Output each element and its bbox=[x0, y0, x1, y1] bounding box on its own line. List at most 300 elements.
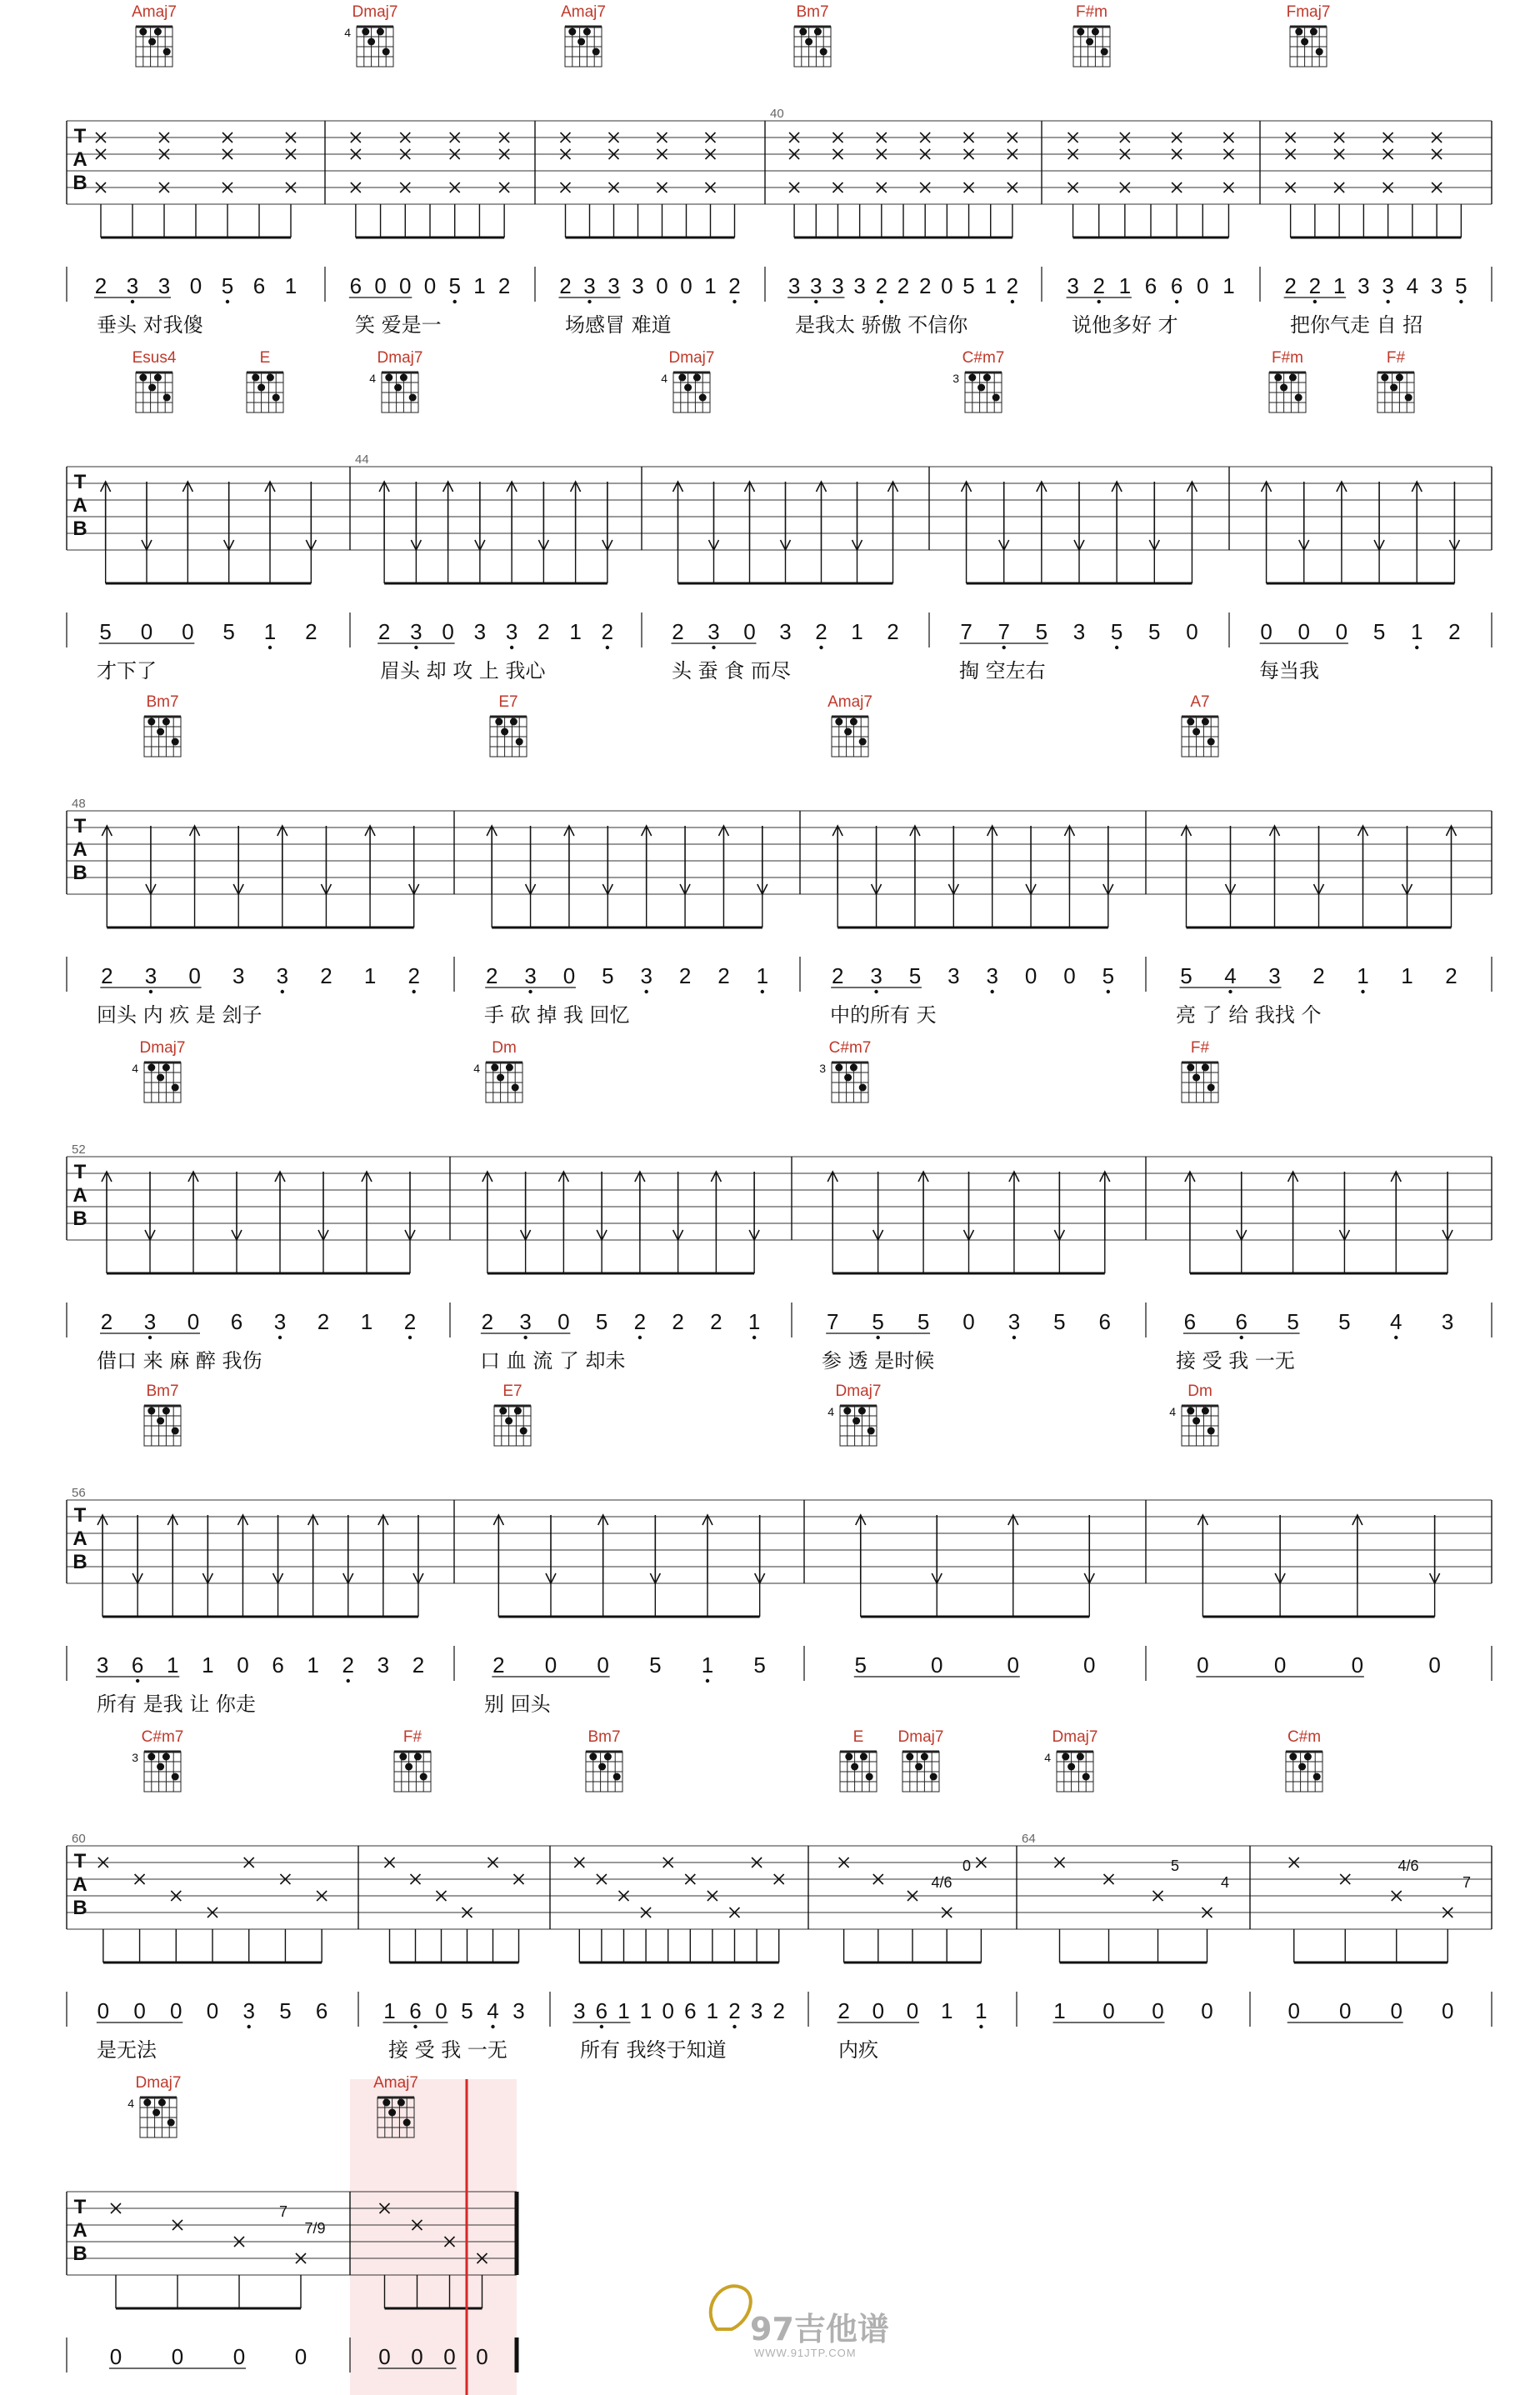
notation-number: 2 bbox=[678, 963, 692, 988]
chord-name: C#m bbox=[1287, 1728, 1322, 1746]
tab-clef-letter: A bbox=[72, 2219, 88, 2242]
notation-number: 3 bbox=[473, 619, 487, 644]
notation-number: 3 bbox=[524, 963, 537, 988]
notation-number: 0 bbox=[109, 2344, 122, 2369]
notation-number: 0 bbox=[1063, 963, 1076, 988]
notation-number: 2 bbox=[601, 619, 614, 644]
notation-number: 1 bbox=[618, 1998, 630, 2023]
chord-dot bbox=[592, 48, 600, 56]
chord-dot bbox=[510, 718, 518, 726]
chord-diagram bbox=[952, 349, 1004, 412]
notation-number: 1 bbox=[263, 619, 277, 644]
chord-dot bbox=[157, 728, 164, 736]
notation-number: 0 bbox=[188, 963, 201, 988]
notation-number: 3 bbox=[1072, 619, 1086, 644]
chord-dot bbox=[267, 374, 274, 382]
chord-dot bbox=[152, 2109, 160, 2117]
octave-dot bbox=[226, 300, 229, 303]
tab-clef-letter: B bbox=[72, 1897, 88, 1919]
chord-name: E7 bbox=[502, 1382, 522, 1400]
notation-number: 3 bbox=[810, 273, 822, 298]
chord-diagram bbox=[369, 349, 422, 412]
notation-number: 2 bbox=[1308, 273, 1322, 298]
logo-url: WWW.91JTP.COM bbox=[754, 2347, 857, 2359]
notation-number: 1 bbox=[706, 1998, 719, 2023]
lyric-line: 中的所有 天 bbox=[830, 1003, 937, 1027]
chord-fret-number: 4 bbox=[1044, 1751, 1051, 1764]
measure bbox=[830, 826, 1114, 1027]
octave-dot bbox=[752, 1336, 756, 1339]
system-4 bbox=[67, 1039, 1492, 1372]
octave-dot bbox=[874, 990, 878, 993]
chord-dot bbox=[844, 1074, 852, 1082]
system-6 bbox=[67, 1728, 1492, 2062]
notation-number: 5 bbox=[1053, 1309, 1066, 1334]
tab-fret-mark: 0 bbox=[962, 1858, 972, 1874]
lyric-line: 所有 我终于知道 bbox=[580, 2038, 727, 2062]
octave-dot bbox=[510, 646, 513, 649]
notation-number: 3 bbox=[143, 1309, 157, 1334]
chord-dot bbox=[148, 1064, 155, 1072]
octave-dot bbox=[412, 990, 415, 993]
notation-number: 2 bbox=[718, 963, 730, 988]
chord-dot bbox=[414, 1753, 422, 1761]
chord-dot bbox=[162, 1753, 170, 1761]
measure bbox=[349, 132, 511, 337]
tab-fret-mark: 4 bbox=[1220, 1874, 1230, 1891]
notation-number: 2 bbox=[831, 963, 844, 988]
notation-number: 2 bbox=[728, 273, 741, 298]
chord-diagram bbox=[1044, 1728, 1098, 1792]
chord-dot bbox=[578, 38, 585, 46]
chord-name: Dm bbox=[492, 1039, 517, 1057]
notation-number: 1 bbox=[1411, 619, 1423, 644]
octave-dot bbox=[732, 300, 736, 303]
chord-dot bbox=[1092, 28, 1099, 36]
chord-diagram bbox=[132, 1039, 185, 1102]
bar-number: 60 bbox=[72, 1832, 86, 1846]
notation-number: 3 bbox=[632, 273, 644, 298]
measure bbox=[355, 452, 613, 682]
chord-dot bbox=[1295, 28, 1302, 36]
notation-number: 0 bbox=[1007, 1652, 1019, 1678]
chord-fret-number: 3 bbox=[952, 372, 959, 385]
notation-number: 5 bbox=[1180, 963, 1192, 988]
notation-number: 3 bbox=[519, 1309, 532, 1334]
notation-number: 5 bbox=[461, 1998, 473, 2023]
octave-dot bbox=[712, 646, 715, 649]
chord-name: Dmaj7 bbox=[1052, 1728, 1098, 1746]
chord-dot bbox=[850, 1064, 858, 1072]
notation-number: 6 bbox=[595, 1998, 608, 2023]
notation-number: 0 bbox=[1197, 273, 1209, 298]
system-2 bbox=[67, 349, 1492, 682]
measure bbox=[1288, 1858, 1454, 2023]
notation-number: 3 bbox=[1008, 1309, 1021, 1334]
notation-number: 2 bbox=[728, 1998, 741, 2023]
chord-diagram bbox=[1378, 349, 1414, 412]
lyric-line: 所有 是我 让 你走 bbox=[97, 1692, 256, 1716]
chord-name: Bm7 bbox=[588, 1728, 621, 1746]
notation-number: 0 bbox=[1260, 619, 1272, 644]
chord-dot bbox=[139, 374, 147, 382]
octave-dot bbox=[1107, 990, 1110, 993]
lyric-line: 掏 空左右 bbox=[959, 659, 1046, 682]
chord-dot bbox=[377, 28, 384, 36]
notation-number: 5 bbox=[1035, 619, 1048, 644]
chord-dot bbox=[859, 738, 867, 746]
notation-number: 0 bbox=[294, 2344, 308, 2369]
notation-number: 0 bbox=[378, 2344, 391, 2369]
tab-fret-mark: 4/6 bbox=[931, 1874, 952, 1891]
chord-name: C#m7 bbox=[828, 1039, 872, 1057]
octave-dot bbox=[347, 1679, 350, 1682]
chord-dot bbox=[497, 1074, 504, 1082]
chord-dot bbox=[491, 1064, 498, 1072]
tab-clef-letter: T bbox=[73, 2196, 87, 2218]
chord-diagram bbox=[794, 3, 831, 67]
chord-diagram bbox=[828, 1382, 881, 1446]
chord-dot bbox=[499, 1408, 507, 1415]
chord-dot bbox=[1301, 38, 1308, 46]
chord-dot bbox=[157, 1418, 164, 1425]
chord-diagram bbox=[819, 1039, 871, 1102]
octave-dot bbox=[732, 2025, 736, 2028]
notation-number: 2 bbox=[672, 619, 684, 644]
notation-number: 5 bbox=[1372, 619, 1386, 644]
chord-dot bbox=[382, 2099, 390, 2107]
octave-dot bbox=[408, 1336, 412, 1339]
chord-diagram bbox=[1182, 1039, 1218, 1102]
notation-number: 5 bbox=[1148, 619, 1161, 644]
chord-dot bbox=[852, 1418, 860, 1425]
chord-dot bbox=[154, 28, 162, 36]
chord-name: Amaj7 bbox=[373, 2074, 418, 2092]
notation-number: 6 bbox=[1183, 1309, 1197, 1334]
tab-clef-letter: A bbox=[72, 1184, 88, 1207]
notation-number: 0 bbox=[442, 619, 454, 644]
measure bbox=[822, 1172, 1111, 1372]
chord-diagram bbox=[247, 349, 283, 412]
measure bbox=[1196, 1515, 1440, 1678]
chord-dot bbox=[1208, 1428, 1215, 1435]
notation-number: 1 bbox=[704, 273, 717, 298]
notation-number: 1 bbox=[1357, 963, 1369, 988]
chord-dot bbox=[514, 1408, 522, 1415]
chord-dot bbox=[162, 1064, 170, 1072]
notation-number: 2 bbox=[772, 1998, 785, 2023]
notation-number: 3 bbox=[505, 619, 518, 644]
notation-number: 2 bbox=[1312, 963, 1325, 988]
notation-number: 0 bbox=[182, 619, 194, 644]
chord-dot bbox=[1086, 38, 1093, 46]
chord-fret-number: 4 bbox=[473, 1062, 480, 1075]
bar-number: 52 bbox=[72, 1142, 86, 1157]
chord-name: Dmaj7 bbox=[835, 1382, 882, 1400]
chord-diagram bbox=[132, 3, 177, 67]
chord-dot bbox=[1202, 1408, 1209, 1415]
notation-number: 0 bbox=[399, 273, 412, 298]
notation-number: 5 bbox=[279, 1998, 292, 2023]
octave-dot bbox=[1098, 300, 1101, 303]
notation-number: 3 bbox=[986, 963, 998, 988]
notation-number: 3 bbox=[1067, 273, 1079, 298]
chord-dot bbox=[148, 718, 155, 726]
chord-dot bbox=[1208, 738, 1215, 746]
notation-number: 1 bbox=[383, 1998, 396, 2023]
notation-number: 1 bbox=[1332, 273, 1346, 298]
chord-diagram bbox=[898, 1728, 944, 1792]
notation-number: 0 bbox=[232, 2344, 246, 2369]
chord-dot bbox=[1062, 1753, 1069, 1761]
notation-number: 0 bbox=[872, 1998, 885, 2023]
notation-number: 1 bbox=[701, 1652, 714, 1678]
chord-name: F#m bbox=[1076, 3, 1108, 21]
chord-diagram bbox=[1073, 3, 1110, 67]
notation-number: 0 bbox=[1288, 1998, 1300, 2023]
notation-number: 3 bbox=[158, 273, 171, 298]
lyric-line: 内疚 bbox=[838, 2038, 878, 2062]
notation-number: 6 bbox=[315, 1998, 328, 2023]
notation-number: 6 bbox=[252, 273, 266, 298]
chord-dot bbox=[394, 384, 402, 392]
lyric-line: 接 受 我 一无 bbox=[1176, 1349, 1295, 1372]
tab-fret-mark: 4/6 bbox=[1398, 1858, 1419, 1874]
chord-dot bbox=[172, 738, 179, 746]
chord-dot bbox=[814, 28, 822, 36]
chord-dot bbox=[866, 1773, 873, 1781]
notation-number: 0 bbox=[1152, 1998, 1164, 2023]
notation-number: 6 bbox=[1144, 273, 1158, 298]
chord-fret-number: 4 bbox=[1169, 1405, 1176, 1418]
notation-number: 5 bbox=[962, 273, 975, 298]
notation-number: 0 bbox=[1201, 1998, 1213, 2023]
measure bbox=[383, 1858, 525, 2062]
lyric-line: 手 砍 掉 我 回忆 bbox=[484, 1003, 630, 1027]
chord-fret-number: 4 bbox=[344, 26, 351, 39]
chord-dot bbox=[388, 2109, 396, 2117]
notation-number: 3 bbox=[242, 1998, 255, 2023]
octave-dot bbox=[528, 990, 532, 993]
notation-number: 0 bbox=[170, 1998, 182, 2023]
octave-dot bbox=[523, 1336, 527, 1339]
chord-diagram bbox=[144, 1382, 181, 1446]
tab-fret-mark: 7 bbox=[1462, 1874, 1472, 1891]
chord-dot bbox=[678, 374, 686, 382]
chord-diagram bbox=[1286, 1728, 1322, 1792]
octave-dot bbox=[268, 646, 272, 649]
lyric-line: 笑 爱是一 bbox=[355, 313, 442, 337]
chord-dot bbox=[1192, 1074, 1200, 1082]
notation-number: 3 bbox=[750, 1998, 763, 2023]
tab-clef-letter: T bbox=[73, 125, 87, 148]
chord-diagram bbox=[132, 1728, 183, 1792]
chord-dot bbox=[1313, 1773, 1321, 1781]
notation-number: 5 bbox=[99, 619, 112, 644]
chord-name: E7 bbox=[498, 693, 518, 711]
chord-dot bbox=[368, 38, 375, 46]
chord-dot bbox=[399, 1753, 407, 1761]
chord-dot bbox=[520, 1428, 528, 1435]
notation-number: 0 bbox=[206, 1998, 219, 2023]
site-logo bbox=[711, 2286, 889, 2359]
octave-dot bbox=[814, 300, 818, 303]
notation-number: 2 bbox=[100, 1309, 113, 1334]
tab-fret-mark: 5 bbox=[1170, 1858, 1180, 1874]
chord-dot bbox=[1101, 48, 1108, 56]
chord-dot bbox=[163, 48, 171, 56]
chord-name: E bbox=[259, 349, 271, 367]
tab-fret-mark: 7/9 bbox=[304, 2220, 326, 2237]
chord-dot bbox=[859, 1084, 867, 1092]
chord-name: Fmaj7 bbox=[1286, 3, 1331, 21]
chord-name: F# bbox=[1190, 1039, 1210, 1057]
notation-number: 2 bbox=[492, 1652, 505, 1678]
notation-number: 1 bbox=[851, 619, 863, 644]
chord-dot bbox=[512, 1084, 519, 1092]
chord-fret-number: 4 bbox=[128, 2097, 134, 2110]
notation-number: 0 bbox=[562, 963, 576, 988]
chord-dot bbox=[405, 1763, 412, 1771]
notation-number: 1 bbox=[167, 1652, 179, 1678]
chord-name: Dmaj7 bbox=[377, 349, 423, 367]
notation-number: 0 bbox=[1298, 619, 1310, 644]
notation-number: 2 bbox=[317, 1309, 330, 1334]
chord-name: C#m7 bbox=[141, 1728, 184, 1746]
chord-diagram bbox=[1287, 3, 1331, 67]
notation-number: 2 bbox=[887, 619, 899, 644]
chord-diagram bbox=[828, 693, 872, 757]
tab-clef-letter: T bbox=[73, 471, 87, 493]
measure bbox=[770, 107, 1018, 337]
notation-number: 5 bbox=[1338, 1309, 1351, 1334]
notation-number: 2 bbox=[342, 1652, 354, 1678]
chord-dot bbox=[505, 1418, 512, 1425]
chord-dot bbox=[598, 1763, 606, 1771]
notation-number: 0 bbox=[906, 1998, 919, 2023]
notation-number: 6 bbox=[131, 1652, 144, 1678]
chord-dot bbox=[501, 728, 508, 736]
chord-dot bbox=[172, 1773, 179, 1781]
chord-name: C#m7 bbox=[962, 349, 1005, 367]
chord-dot bbox=[506, 1064, 513, 1072]
notation-number: 5 bbox=[917, 1309, 930, 1334]
notation-number: 1 bbox=[363, 963, 377, 988]
chord-dot bbox=[1381, 374, 1388, 382]
chord-dot bbox=[851, 1763, 858, 1771]
notation-number: 7 bbox=[960, 619, 972, 644]
chord-dot bbox=[1077, 28, 1084, 36]
chord-name: Dmaj7 bbox=[135, 2074, 182, 2092]
bar-number: 44 bbox=[355, 452, 369, 467]
notation-number: 1 bbox=[748, 1309, 761, 1334]
chord-fret-number: 3 bbox=[132, 1751, 138, 1764]
notation-number: 5 bbox=[221, 273, 234, 298]
chord-dot bbox=[860, 1753, 868, 1761]
system-1 bbox=[67, 3, 1492, 337]
chord-name: F# bbox=[1386, 349, 1406, 367]
octave-dot bbox=[414, 646, 418, 649]
notation-number: 3 bbox=[779, 619, 792, 644]
notation-number: 2 bbox=[378, 619, 391, 644]
notation-number: 0 bbox=[97, 1998, 110, 2023]
notation-number: 5 bbox=[595, 1309, 608, 1334]
chord-dot bbox=[1187, 1408, 1194, 1415]
octave-dot bbox=[1011, 300, 1014, 303]
notation-number: 3 bbox=[512, 1998, 525, 2023]
lyric-line: 口 血 流 了 却未 bbox=[480, 1349, 626, 1372]
notation-number: 3 bbox=[276, 963, 289, 988]
octave-dot bbox=[281, 990, 284, 993]
bar-number: 40 bbox=[770, 107, 784, 121]
chord-dot bbox=[835, 718, 842, 726]
chord-dot bbox=[1316, 48, 1323, 56]
notation-number: 0 bbox=[171, 2344, 184, 2369]
chord-diagram bbox=[661, 349, 714, 412]
chord-dot bbox=[148, 1408, 155, 1415]
chord-dot bbox=[1295, 394, 1302, 402]
notation-number: 3 bbox=[126, 273, 139, 298]
notation-number: 2 bbox=[94, 273, 108, 298]
notation-number: 4 bbox=[487, 1998, 499, 2023]
notation-number: 3 bbox=[853, 273, 866, 298]
octave-dot bbox=[1228, 990, 1232, 993]
notation-number: 2 bbox=[672, 1309, 684, 1334]
chord-dot bbox=[604, 1753, 612, 1761]
notation-number: 2 bbox=[1445, 963, 1458, 988]
chord-dot bbox=[843, 1408, 851, 1415]
tab-clef-letter: B bbox=[72, 1208, 88, 1230]
notation-number: 2 bbox=[412, 1652, 425, 1678]
octave-dot bbox=[761, 990, 764, 993]
notation-number: 5 bbox=[1287, 1309, 1299, 1334]
measure bbox=[484, 1515, 766, 1716]
bar-number: 56 bbox=[72, 1486, 86, 1500]
octave-dot bbox=[1415, 646, 1418, 649]
measure bbox=[1284, 132, 1468, 337]
chord-name: Amaj7 bbox=[561, 3, 606, 21]
notation-number: 0 bbox=[1197, 1652, 1209, 1678]
tab-clef-letter: B bbox=[72, 862, 88, 884]
chord-name: Dmaj7 bbox=[898, 1728, 944, 1746]
chord-name: Bm7 bbox=[796, 3, 829, 21]
notation-number: 0 bbox=[435, 1998, 448, 2023]
notation-number: 2 bbox=[538, 619, 550, 644]
tab-clef-letter: A bbox=[72, 148, 88, 171]
chord-dot bbox=[516, 738, 523, 746]
chord-fret-number: 3 bbox=[819, 1062, 826, 1075]
measure bbox=[109, 2203, 307, 2369]
notation-number: 3 bbox=[1358, 273, 1370, 298]
system-3 bbox=[67, 693, 1492, 1027]
measure bbox=[72, 1832, 328, 2062]
lyric-line: 别 回头 bbox=[484, 1692, 551, 1716]
lyric-line: 是无法 bbox=[97, 2038, 157, 2062]
notation-number: 2 bbox=[559, 273, 572, 298]
lyric-line: 参 透 是时候 bbox=[822, 1349, 935, 1372]
chord-dot bbox=[992, 394, 1000, 402]
notation-number: 3 bbox=[410, 619, 422, 644]
chord-dot bbox=[699, 394, 707, 402]
notation-number: 2 bbox=[633, 1309, 647, 1334]
chord-dot bbox=[693, 374, 701, 382]
chord-dot bbox=[845, 1753, 852, 1761]
notation-number: 5 bbox=[1110, 619, 1123, 644]
chord-dot bbox=[252, 374, 259, 382]
notation-number: 0 bbox=[140, 619, 153, 644]
octave-dot bbox=[819, 646, 822, 649]
notation-number: 6 bbox=[409, 1998, 422, 2023]
